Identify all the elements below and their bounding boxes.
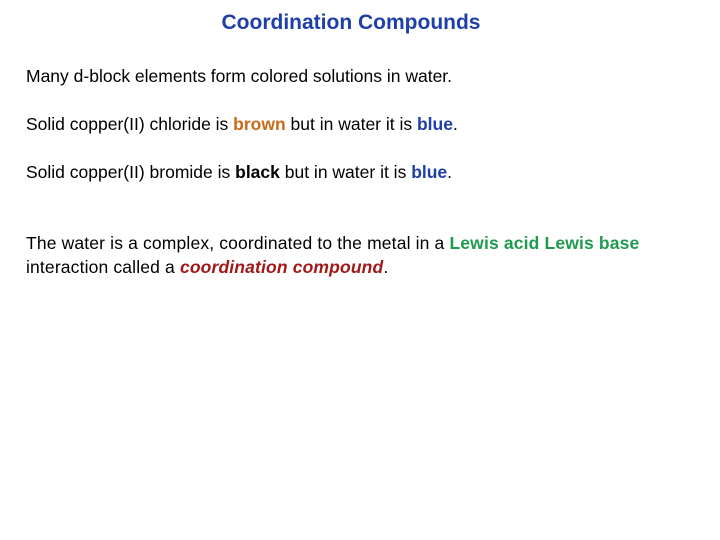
paragraph-water-complex (26, 231, 686, 279)
highlight-lewis-acid-base: Lewis acid Lewis base (449, 233, 640, 253)
text-segment: . (383, 257, 389, 277)
paragraph-copper-bromide (26, 160, 686, 184)
slide-title: Coordination Compounds (221, 11, 481, 34)
text-segment: The water is a complex, coordinated to the metal in a (26, 233, 450, 253)
text-segment: . (452, 114, 458, 134)
paragraph-copper-chloride (26, 112, 686, 136)
highlight-brown: brown (233, 114, 286, 134)
highlight-blue: blue (416, 114, 453, 134)
text-segment: . (447, 162, 453, 182)
text-segment: Solid copper(II) bromide is (26, 162, 236, 182)
highlight-black: black (235, 162, 280, 182)
text-segment: but in water it is (285, 114, 417, 134)
highlight-coordination-compound: coordination compound (179, 257, 384, 277)
highlight-blue: blue (411, 162, 448, 182)
text-segment: interaction called a (26, 257, 180, 277)
text-segment: but in water it is (279, 162, 412, 182)
text-segment: Solid copper(II) chloride is (26, 114, 234, 134)
paragraph-d-block: Many d-block elements form colored solutions in water. (26, 66, 453, 86)
